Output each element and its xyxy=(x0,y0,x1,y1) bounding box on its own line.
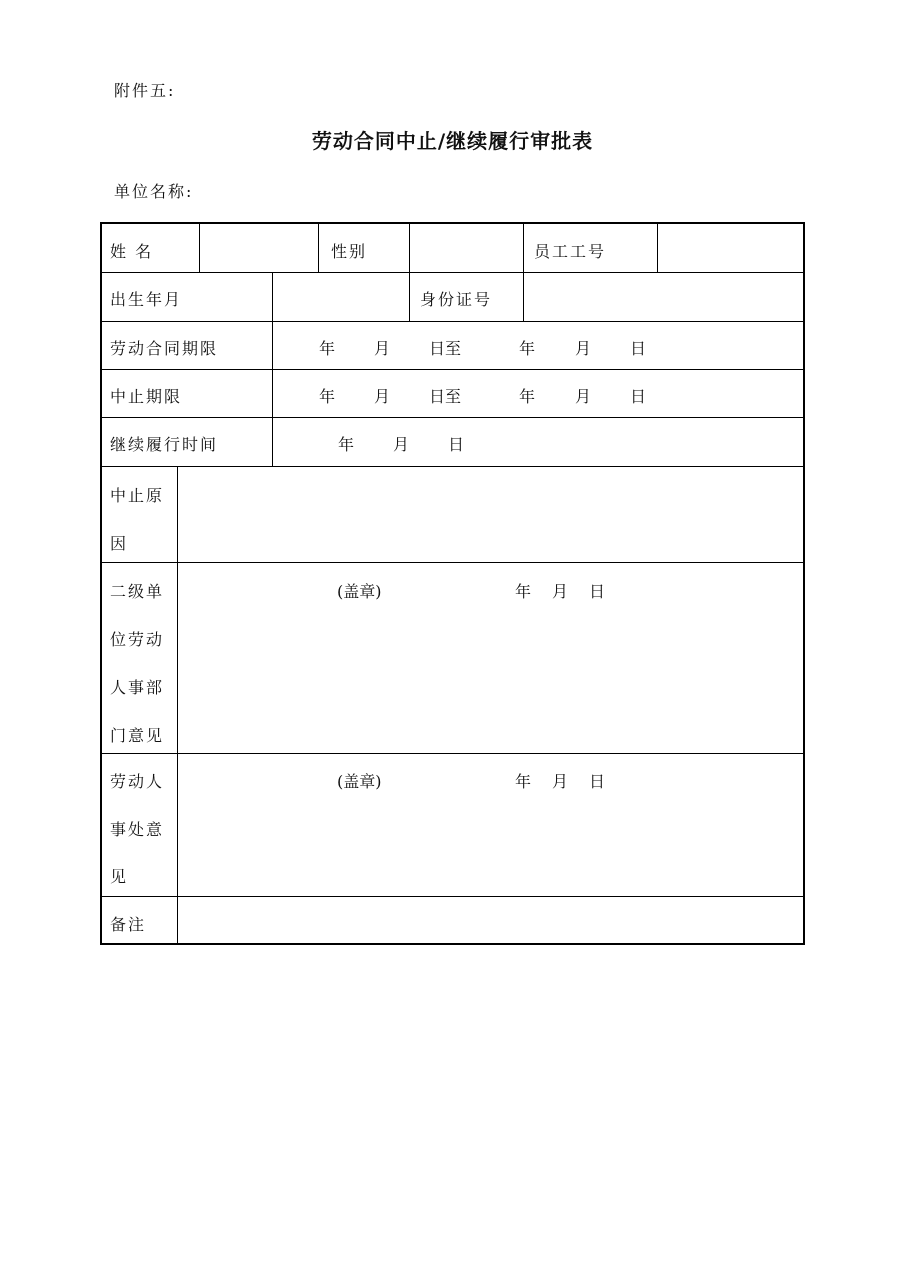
suspension-to-month: 月 xyxy=(575,387,592,406)
hr-opinion-field[interactable] xyxy=(178,796,803,896)
hr-day: 日 xyxy=(589,772,606,791)
resume-year: 年 xyxy=(338,435,355,454)
dept-opinion-label-line-1: 二级单 xyxy=(110,582,165,601)
attachment-label: 附件五: xyxy=(114,81,176,100)
id-number-field[interactable] xyxy=(524,273,803,321)
name-field[interactable] xyxy=(200,224,318,272)
dept-seal: (盖章) xyxy=(337,582,382,601)
contract-to-month: 月 xyxy=(575,339,592,358)
hr-seal: (盖章) xyxy=(337,772,382,791)
dept-opinion-label-line-3: 人事部 xyxy=(110,678,165,697)
gender-field[interactable] xyxy=(410,224,523,272)
hr-opinion-label-line-1: 劳动人 xyxy=(110,772,165,791)
dept-opinion-label-line-2: 位劳动 xyxy=(110,630,165,649)
resume-month: 月 xyxy=(393,435,410,454)
page-title: 劳动合同中止/继续履行审批表 xyxy=(311,129,594,153)
contract-from-day-to: 日至 xyxy=(429,339,462,358)
contract-from-year: 年 xyxy=(319,339,336,358)
contract-to-year: 年 xyxy=(519,339,536,358)
contract-from-month: 月 xyxy=(374,339,391,358)
dept-month: 月 xyxy=(552,582,569,601)
suspension-from-day-to: 日至 xyxy=(429,387,462,406)
suspension-to-year: 年 xyxy=(519,387,536,406)
suspension-from-month: 月 xyxy=(374,387,391,406)
contract-period-label: 劳动合同期限 xyxy=(110,339,219,358)
reason-label-line-1: 中止原 xyxy=(110,486,165,505)
dept-day: 日 xyxy=(589,582,606,601)
dept-opinion-field[interactable] xyxy=(178,604,803,753)
employee-id-label: 员工工号 xyxy=(534,242,607,261)
suspension-from-year: 年 xyxy=(319,387,336,406)
id-number-label: 身份证号 xyxy=(420,290,493,309)
suspension-period-label: 中止期限 xyxy=(110,387,183,406)
resume-day: 日 xyxy=(448,435,465,454)
dept-opinion-label-line-4: 门意见 xyxy=(110,726,165,745)
hr-opinion-label-line-2: 事处意 xyxy=(110,820,165,839)
hr-year: 年 xyxy=(515,772,532,791)
unit-name-label: 单位名称: xyxy=(114,182,194,201)
remarks-field[interactable] xyxy=(178,897,803,945)
birth-label: 出生年月 xyxy=(110,290,183,309)
reason-label-line-2: 因 xyxy=(110,534,129,553)
dept-year: 年 xyxy=(515,582,532,601)
contract-to-day: 日 xyxy=(630,339,647,358)
birth-field[interactable] xyxy=(273,273,409,321)
hr-month: 月 xyxy=(552,772,569,791)
hr-opinion-label-line-3: 见 xyxy=(110,867,129,886)
remarks-label: 备注 xyxy=(110,915,147,934)
approval-form xyxy=(100,222,805,945)
suspension-to-day: 日 xyxy=(630,387,647,406)
employee-id-field[interactable] xyxy=(658,224,803,272)
gender-label: 性别 xyxy=(331,242,368,261)
name-label: 姓 名 xyxy=(110,242,154,261)
resume-time-label: 继续履行时间 xyxy=(110,435,219,454)
reason-field[interactable] xyxy=(178,467,803,562)
